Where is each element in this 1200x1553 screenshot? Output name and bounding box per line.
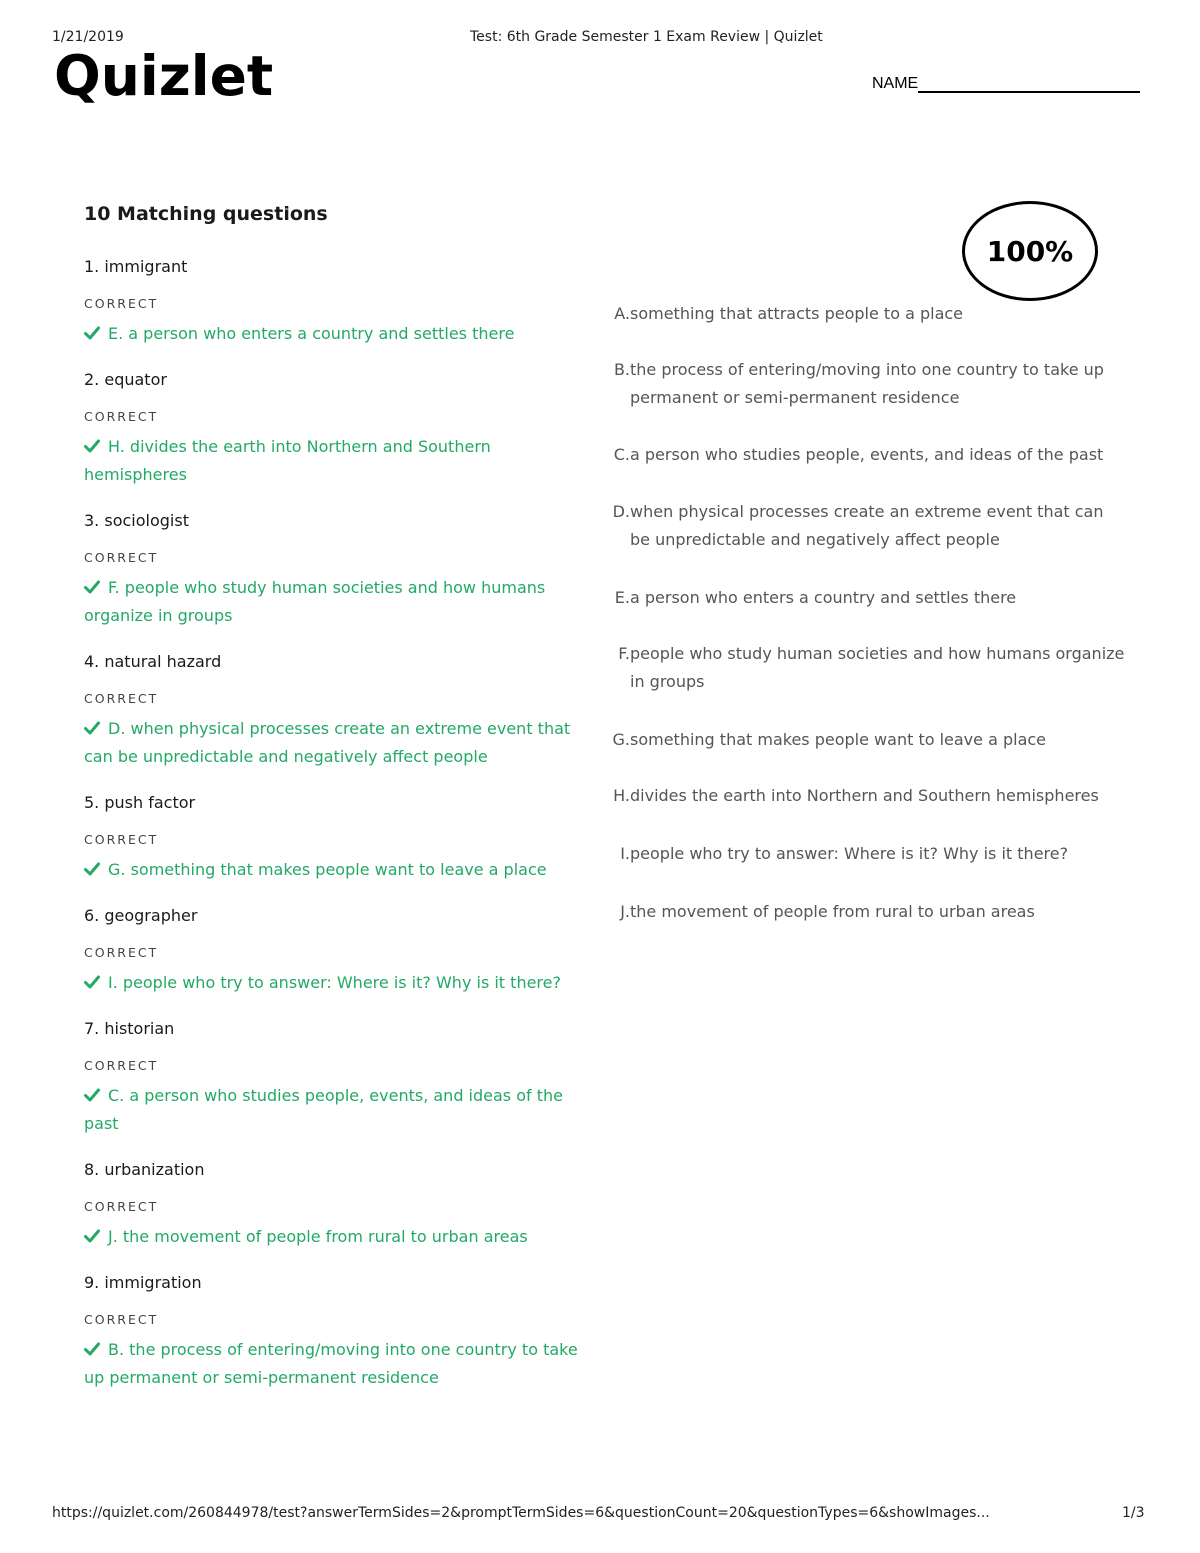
selected-answer <box>84 1223 584 1251</box>
check-icon <box>84 1342 100 1356</box>
question-prompt <box>84 791 584 815</box>
bank-text: a person who enters a country and settles there <box>630 588 1017 607</box>
question-number: 1. <box>84 257 100 276</box>
bank-text: people who study human societies and how humans organize in groups <box>630 644 1125 691</box>
check-icon <box>84 721 100 735</box>
selected-answer <box>84 856 584 884</box>
question-number: 6. <box>84 906 100 925</box>
bank-item <box>606 726 1126 754</box>
bank-text: something that attracts people to a place <box>630 304 964 323</box>
question-prompt <box>84 1158 584 1182</box>
selected-answer <box>84 1336 584 1392</box>
question-prompt <box>84 255 584 279</box>
question-prompt <box>84 904 584 928</box>
bank-letter: E. <box>614 588 630 607</box>
bank-item <box>606 640 1126 696</box>
bank-letter: C. <box>613 445 630 464</box>
score-circle <box>962 201 1098 301</box>
name-label: NAME <box>872 75 919 92</box>
answer-text: D. when physical processes create an extreme event that can be unpredictable and negatively affect people <box>84 719 571 766</box>
bank-letter: J. <box>620 902 630 921</box>
status-label: CORRECT <box>84 409 159 424</box>
bank-item <box>606 898 1126 926</box>
question-number: 7. <box>84 1019 100 1038</box>
bank-item <box>606 441 1126 469</box>
bank-text: divides the earth into Northern and Southern hemispheres <box>630 786 1099 805</box>
answer-text: F. people who study human societies and how humans organize in groups <box>84 578 546 625</box>
answer-text: B. the process of entering/moving into one country to take up permanent or semi-permanent residence <box>84 1340 578 1387</box>
question-term: immigrant <box>104 257 188 276</box>
selected-answer <box>84 574 584 630</box>
selected-answer <box>84 969 584 997</box>
name-underline <box>918 91 1140 93</box>
bank-letter: B. <box>613 360 630 379</box>
status-label: CORRECT <box>84 1199 159 1214</box>
quizlet-logo: Quizlet <box>54 44 274 108</box>
question-item <box>84 1017 584 1138</box>
question-term: urbanization <box>104 1160 205 1179</box>
status-label: CORRECT <box>84 832 159 847</box>
check-icon <box>84 975 100 989</box>
question-item <box>84 1271 584 1392</box>
check-icon <box>84 862 100 876</box>
selected-answer <box>84 433 584 489</box>
question-term: historian <box>104 1019 175 1038</box>
selected-answer <box>84 1082 584 1138</box>
question-prompt <box>84 509 584 533</box>
answer-text: J. the movement of people from rural to urban areas <box>108 1227 528 1246</box>
question-term: push factor <box>104 793 196 812</box>
question-number: 5. <box>84 793 100 812</box>
bank-text: something that makes people want to leave a place <box>630 730 1047 749</box>
question-number: 4. <box>84 652 100 671</box>
bank-text: the movement of people from rural to urban areas <box>630 902 1035 921</box>
question-item <box>84 368 584 489</box>
question-item <box>84 255 584 348</box>
print-date: 1/21/2019 <box>52 29 124 45</box>
check-icon <box>84 580 100 594</box>
question-prompt <box>84 368 584 392</box>
status-label: CORRECT <box>84 691 159 706</box>
bank-item <box>606 498 1126 554</box>
bank-text: when physical processes create an extreme event that can be unpredictable and negatively affect people <box>630 502 1104 549</box>
status-label: CORRECT <box>84 945 159 960</box>
bank-item <box>606 840 1126 868</box>
question-item <box>84 791 584 884</box>
status-label: CORRECT <box>84 1312 159 1327</box>
question-item <box>84 1158 584 1251</box>
question-item <box>84 650 584 771</box>
bank-letter: F. <box>618 644 630 663</box>
bank-text: a person who studies people, events, and ideas of the past <box>630 445 1104 464</box>
questions-list <box>84 255 584 1412</box>
bank-item <box>606 584 1126 612</box>
bank-letter: H. <box>613 786 630 805</box>
bank-letter: G. <box>612 730 630 749</box>
question-number: 2. <box>84 370 100 389</box>
question-prompt <box>84 650 584 674</box>
question-term: geographer <box>104 906 198 925</box>
bank-text: people who try to answer: Where is it? Why is it there? <box>630 844 1069 863</box>
check-icon <box>84 326 100 340</box>
status-label: CORRECT <box>84 550 159 565</box>
answer-text: E. a person who enters a country and settles there <box>108 324 515 343</box>
bank-text: the process of entering/moving into one country to take up permanent or semi-permanent residence <box>630 360 1104 407</box>
bank-item <box>606 782 1126 810</box>
bank-item <box>606 356 1126 412</box>
bank-letter: D. <box>612 502 630 521</box>
check-icon <box>84 439 100 453</box>
answer-bank <box>606 300 1126 926</box>
status-label: CORRECT <box>84 296 159 311</box>
question-number: 9. <box>84 1273 100 1292</box>
print-url: https://quizlet.com/260844978/test?answerTermSides=2&promptTermSides=6&questionCount=20&questionTypes=6&showImages... <box>52 1505 990 1521</box>
section-heading: 10 Matching questions <box>84 203 328 225</box>
answer-text: H. divides the earth into Northern and Southern hemispheres <box>84 437 491 484</box>
answer-text: C. a person who studies people, events, and ideas of the past <box>84 1086 563 1133</box>
question-prompt <box>84 1017 584 1041</box>
check-icon <box>84 1088 100 1102</box>
bank-letter: I. <box>620 844 630 863</box>
status-label: CORRECT <box>84 1058 159 1073</box>
print-page-title: Test: 6th Grade Semester 1 Exam Review | Quizlet <box>470 29 823 45</box>
score-value: 100% <box>986 234 1074 268</box>
bank-item <box>606 300 1126 328</box>
answer-text: G. something that makes people want to leave a place <box>108 860 547 879</box>
name-field <box>872 74 1140 94</box>
page-number: 1/3 <box>1122 1505 1145 1521</box>
question-term: sociologist <box>104 511 189 530</box>
question-number: 8. <box>84 1160 100 1179</box>
selected-answer <box>84 320 584 348</box>
check-icon <box>84 1229 100 1243</box>
bank-letter: A. <box>614 304 630 323</box>
selected-answer <box>84 715 584 771</box>
question-number: 3. <box>84 511 100 530</box>
question-prompt <box>84 1271 584 1295</box>
question-term: equator <box>104 370 167 389</box>
question-term: natural hazard <box>104 652 222 671</box>
question-item <box>84 509 584 630</box>
question-term: immigration <box>104 1273 202 1292</box>
answer-text: I. people who try to answer: Where is it? Why is it there? <box>108 973 561 992</box>
question-item <box>84 904 584 997</box>
